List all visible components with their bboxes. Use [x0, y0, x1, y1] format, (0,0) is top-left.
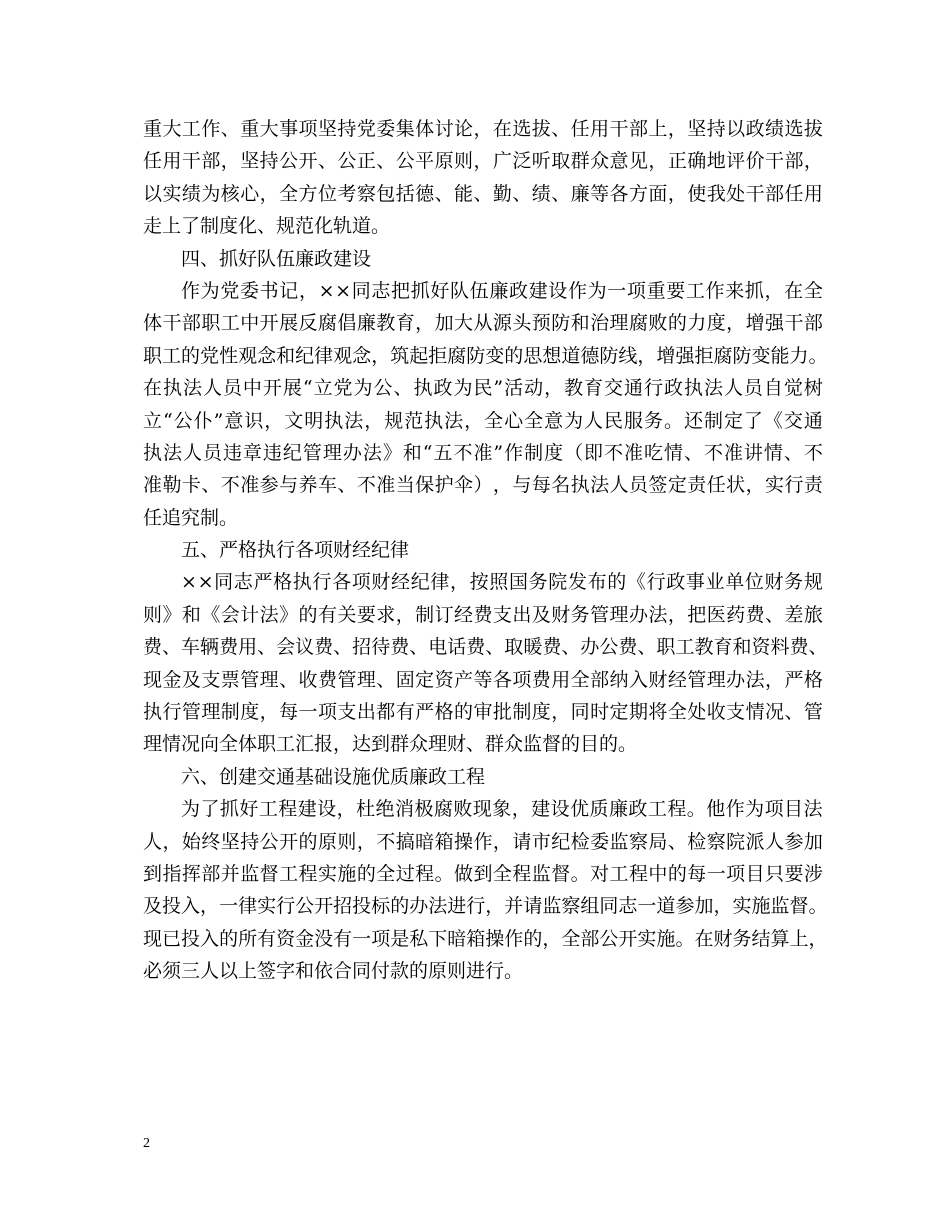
text-line: 理情况向全体职工汇报，达到群众理财、群众监督的目的。	[143, 733, 638, 756]
text-line: 体 干 部 职 工 中 开 展 反 腐 倡 廉 教 育 ， 加 大 从 源 头 预 防 和 治 理 腐 败 的 力 度 ， 增 强 干 部	[143, 312, 823, 335]
text-line: 为 了 抓 好 工 程 建 设 ， 杜 绝 消 极 腐 败 现 象 ， 建 设 优 质 廉 政 工 程 。 他 作 为 项 目 法	[181, 798, 823, 821]
section-heading: 六、创建交通基础设施优质廉政工程	[181, 765, 486, 788]
text-line: 到 指 挥 部 并 监 督 工 程 实 施 的 全 过 程 。 做 到 全 程 监 督 。 对 工 程 中 的 每 一 项 目 只 要 涉	[143, 862, 823, 885]
text-line: 重 大 工 作 、 重 大 事 项 坚 持 党 委 集 体 讨 论 ， 在 选 拔 、 任 用 干 部 上 ， 坚 持 以 政 绩 选 拔	[143, 118, 823, 140]
text-line: 走上了制度化、规范化轨道。	[143, 215, 391, 238]
text-line: 以 实 绩 为 核 心 ， 全 方 位 考 察 包 括 德 、 能 、 勤 、 绩 、 廉 等 各 方 面 ， 使 我 处 干 部 任 用	[143, 182, 823, 205]
text-line: × × 同 志 严 格 执 行 各 项 财 经 纪 律 ， 按 照 国 务 院 发 布 的 《 行 政 事 业 单 位 财 务 规	[181, 571, 823, 594]
section-heading: 四、抓好队伍廉政建设	[181, 247, 372, 270]
text-line: 在 执 法 人 员 中 开 展 “ 立 党 为 公 、 执 政 为 民 ” 活 动 ， 教 育 交 通 行 政 执 法 人 员 自 觉 树	[143, 377, 823, 400]
text-line: 执 法 人 员 违 章 违 纪 管 理 办 法 》 和 “ 五 不 准 ” 作 制 度 （ 即 不 准 吃 情 、 不 准 讲 情 、 不	[143, 441, 823, 464]
section-heading: 五、严格执行各项财经纪律	[181, 539, 410, 562]
text-line: 人 ， 始 终 坚 持 公 开 的 原 则 ， 不 搞 暗 箱 操 作 ， 请 市 纪 检 委 监 察 局 、 检 察 院 派 人 参 加	[143, 830, 823, 853]
text-line: 作 为 党 委 书 记 ， × × 同 志 把 抓 好 队 伍 廉 政 建 设 作 为 一 项 重 要 工 作 来 抓 ， 在 全	[181, 279, 823, 302]
text-line: 执 行 管 理 制 度 ， 每 一 项 支 出 都 有 严 格 的 审 批 制 度 ， 同 时 定 期 将 全 处 收 支 情 况 、 管	[143, 701, 823, 724]
document-body	[143, 113, 828, 988]
page-number: 2	[143, 1136, 150, 1151]
text-line: 职 工 的 党 性 观 念 和 纪 律 观 念 ， 筑 起 拒 腐 防 变 的 思 想 道 德 防 线 ， 增 强 拒 腐 防 变 能 力 。	[143, 344, 828, 367]
text-line: 及 投 入 ， 一 律 实 行 公 开 招 投 标 的 办 法 进 行 ， 并 请 监 察 组 同 志 一 道 参 加 ， 实 施 监 督 。	[143, 895, 828, 918]
text-line: 必须三人以上签字和依合同付款的原则进行。	[143, 960, 524, 983]
text-line: 则 》 和 《 会 计 法 》 的 有 关 要 求 ， 制 订 经 费 支 出 及 财 务 管 理 办 法 ， 把 医 药 费 、 差 旅	[143, 603, 823, 626]
text-line: 现 已 投 入 的 所 有 资 金 没 有 一 项 是 私 下 暗 箱 操 作 的 ， 全 部 公 开 实 施 。 在 财 务 结 算 上 ，	[143, 927, 828, 950]
text-line: 立 “ 公 仆 ” 意 识 ， 文 明 执 法 ， 规 范 执 法 ， 全 心 全 意 为 人 民 服 务 。 还 制 定 了 《 交 通	[143, 409, 823, 432]
text-line: 任追究制。	[143, 506, 239, 529]
text-line: 准 勒 卡 、 不 准 参 与 养 车 、 不 准 当 保 护 伞 ） ， 与 每 名 执 法 人 员 签 定 责 任 状 ， 实 行 责	[143, 474, 823, 497]
text-line: 任 用 干 部 ， 坚 持 公 开 、 公 正 、 公 平 原 则 ， 广 泛 听 取 群 众 意 见 ， 正 确 地 评 价 干 部 ，	[143, 150, 823, 173]
text-line: 费 、 车 辆 费 用 、 会 议 费 、 招 待 费 、 电 话 费 、 取 暖 费 、 办 公 费 、 职 工 教 育 和 资 料 费 、	[143, 636, 828, 659]
text-line: 现 金 及 支 票 管 理 、 收 费 管 理 、 固 定 资 产 等 各 项 费 用 全 部 纳 入 财 经 管 理 办 法 ， 严 格	[143, 668, 823, 691]
